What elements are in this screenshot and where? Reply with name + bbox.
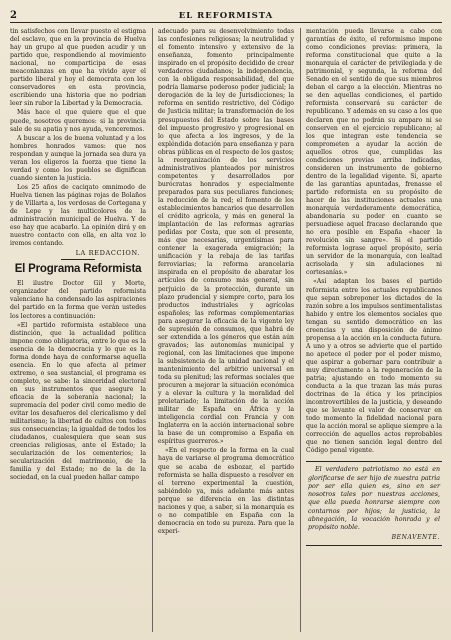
page-header xyxy=(10,8,442,23)
quote-author: BENAVENTE. xyxy=(391,534,440,542)
paragraph: Más hace el que quiere que el que puede, nosotros queremos: si la provincia sale de su apatia y nos ayuda, venceremos. xyxy=(10,109,146,133)
paragraph: mentación pueda llevarse a cabo con garantías de éxito, el reformismo impone como condiciones previas: primera, la reforma constitucional que quite a la monarquía el carácter de privilegiada y de patrimonial, y segunda, la reforma del Senado en el sentido de que sus miembros deban el cargo a la elección. Mientras no se den aquellas condiciones, el partido reformista conservará su carácter de republicano. Y además en su caso a los que declaren que no podrán su amparo ni se conserven en el ejercicio republicano; al los que integran este tendencia se comprometen a ayudar la acción de aquellos otros que, cumplidas las condiciones previas arriba indicadas, consideren un instrumento de gobierno dentro de la legalidad vigente. Si, aparte de las garantías apuntadas, frenasse el partido reformista en su propósito de hacer de las instituciones actuales una monarquía verdaderamente democrática, abandonaría su poder en cuanto se persuadiese aquel fracaso declarando que no era posible en España «hacer la revolución sin sangre». Si el partido reformista lograse aquel propósito, sería un servidor de la monarquía, con lealtad acrisolada y sin adulaciones ni cortesanías.» xyxy=(306,28,442,277)
page-number: 2 xyxy=(10,10,17,21)
paragraph: «En el respecto de la forma en la cual haya de variarse el programa democrático que se acaba de esbozar, el partido reformista se halla dispuesto a resolver en el terreno experimental la cuestión, sabiéndolo ya, más adelante más antes porque se diferencia en las distintas naciones y que, a saber, si la monarquía es o no compatible en España con la democracia en todo su pureza. Para que la experi- xyxy=(158,447,294,535)
editorial-signature: LA REDACCION. xyxy=(75,249,140,258)
article-columns xyxy=(10,28,442,632)
column-right xyxy=(300,28,442,632)
quote-box xyxy=(306,461,442,546)
paragraph: A buscar a los de buena voluntad y a los hombres honrados vamos: que nos respondan y aunque la jornada sea dura ya veran los eligeros la fuerza que tiene la verdad y como los pueblos se dignifican cuando sienten la justicia. xyxy=(10,134,146,182)
masthead-title: EL REFORMISTA xyxy=(178,11,274,21)
paragraph: «Así adaptan los bases el partido reformista entre los actuales republicanos que sepan sobreponer los dictados de la razón sobre a los impulsos sentimentalistas habido y entre los elementos sociales que tengan su sentido democrático en las creencias y una disposición de ánimo propensa a la acción en la conducta futura. A uno y a otros se advierte que el partido no apetece el poder por el poder mismo, que aspirar a gobernar para contribuir a muy directamente a la regeneración de la patria; ajustando en todo momento su conducta a la que trazan las más puras doctrinas de la ética y los principios incontrovertibles de la justicia, y deseando que se levante el valor de conservar en todo momento la fidelidad nacional para que la acción moral se aplique siempre a la corrección de aquellos actos reprobables que no tienen sanción legal dentro del Código penal vigente. xyxy=(306,278,442,455)
paragraph: «El partido reformista establece una distinción, que la actualidad política impone como obligatoria, entre lo que es la esencia de la democracia y lo que es la forma donde haya de conformarse aquella esencia. En lo que afecta al primer extremo, o sea sustancial, el programa es completo, se sabe: la sinceridad electoral en sus instrumentos que asegure la eficacia de la soberanía nacional; la supremacía del poder civil como medio de evitar los desafueros del clericalismo y del militarismo; la libertad de cultos con todas sus consecuencias; la igualdad de todos los ciudadanos, cualesquiera que sean sus creencias religiosas, ante el Estado; la secularización de los cementerios; la secularización del matrimonio, de la familia y del Estado; no de la de la sociedad, en la cual pueden hallar campo xyxy=(10,321,146,482)
paragraph: El ilustre Doctor Gil y Morte, organizador del partido reformista valenciano ha condensado las aspiraciones del partido en la forma que verán ustedes los lectores a continuación: xyxy=(10,280,146,320)
section-heading: El Programa Reformista xyxy=(14,263,142,276)
quote-text: El verdadero patriotismo no está en glorificarse de ser hijo de nuestra patria por ser ella quien es, sino en ser nosotros tales por nuestras acciones, que ella pueda honrarse siempre con contarnos por hijos; la justicia, la abnegación, la vocación honrada y el propósito noble. xyxy=(308,466,440,531)
divider-rule xyxy=(61,259,95,260)
paragraph: tin satisfechos con llevar puesto el estigma del esclavo, que en la provincia de Huelva hay un grupo al que pueden acudir y un partido que, respondiendo al movimiento nacional, no comparticipa de esas meaconlanzas en que ha vivido ayer el partido liberal y hoy el democrata con los conservadores en esta provincia, escribiendo una historia que no podrian leer sin rubor la Libertad y la Democracia. xyxy=(10,28,146,108)
column-left xyxy=(10,28,146,632)
column-middle xyxy=(152,28,294,632)
paragraph: adecuado para su desenvolvimiento todas las confesiones religiosas; la neutralidad y el fomento intensivo y extensivo de la enseñanza, fomento principalmente inspirado en el propósito decidido de crear verdaderos ciudadanos; la independencia, con la obligada responsabilidad, del que podría llamarse poderoso poder judicial; la derogación de la ley de Jurisdicciones; la reforma en sentido restrictivo, del Código de Justicia militar; la transformación de los presupuestos del Estado sobre las bases del impuesto progresivo y progresional en lo que afecta a los ingresos, y de la expléndida dotación para enseñanza y para obras públicas en el respecto de los gastos; la reorganización de los servicios administrativos planteados por ministros competentes y desarrollados por burócratas honrados y especialmente preparados para sus peculiares funciones; la reducción de la red; el fomento de los establecimientos bancarios que desarrollen el crédito agrícola, y más en general la implantación de las reformas agrarias pedidas por Costa, que son el presente, más que necesarias, urgentísimas para contener la exagerada emigración; la unificación y la rebaja de las tarifas ferroviarias; la reforma arancelaria inspirada en el propósito de abaratar los artículos de consumo más general, sin perjuicio de la protección, durante un plazo prudencial y siempre corto, para los productos industriales y agrícolas españoles; las reformas complementarias para asegurar la eficacia de la vigente ley de supresión de consumos, que habrá de ser extendida a los géneros que están aún gravados; las autonomías municipal y regional, con las limitaciones que impone la subsistencia de la unidad nacional y el mantenimiento del arbitrio universal en toda su plenitud; las reformas sociales que procuren a mejorar la situación económica y a elevar la cultura y la moralidad del proletariado; la limitación de la acción militar de España en África y la inteligencia cordial con Francia y con Inglaterra en la acción internacional sobre la base de un compromiso a España en espíritus guerreros.» xyxy=(158,28,294,446)
paragraph: Los 25 años de caciqato omnimodo de Huelva tienen las páginas rojas de Bolaños y de Villarta a, los verdosas de Cortegana y de Lepe y las multicolores de la administración municipal de Huelva. Y de eso hay que acabarlo. La opinión dirá y en nuestro contacto con ella, en alta voz lo iremos contando. xyxy=(10,183,146,248)
